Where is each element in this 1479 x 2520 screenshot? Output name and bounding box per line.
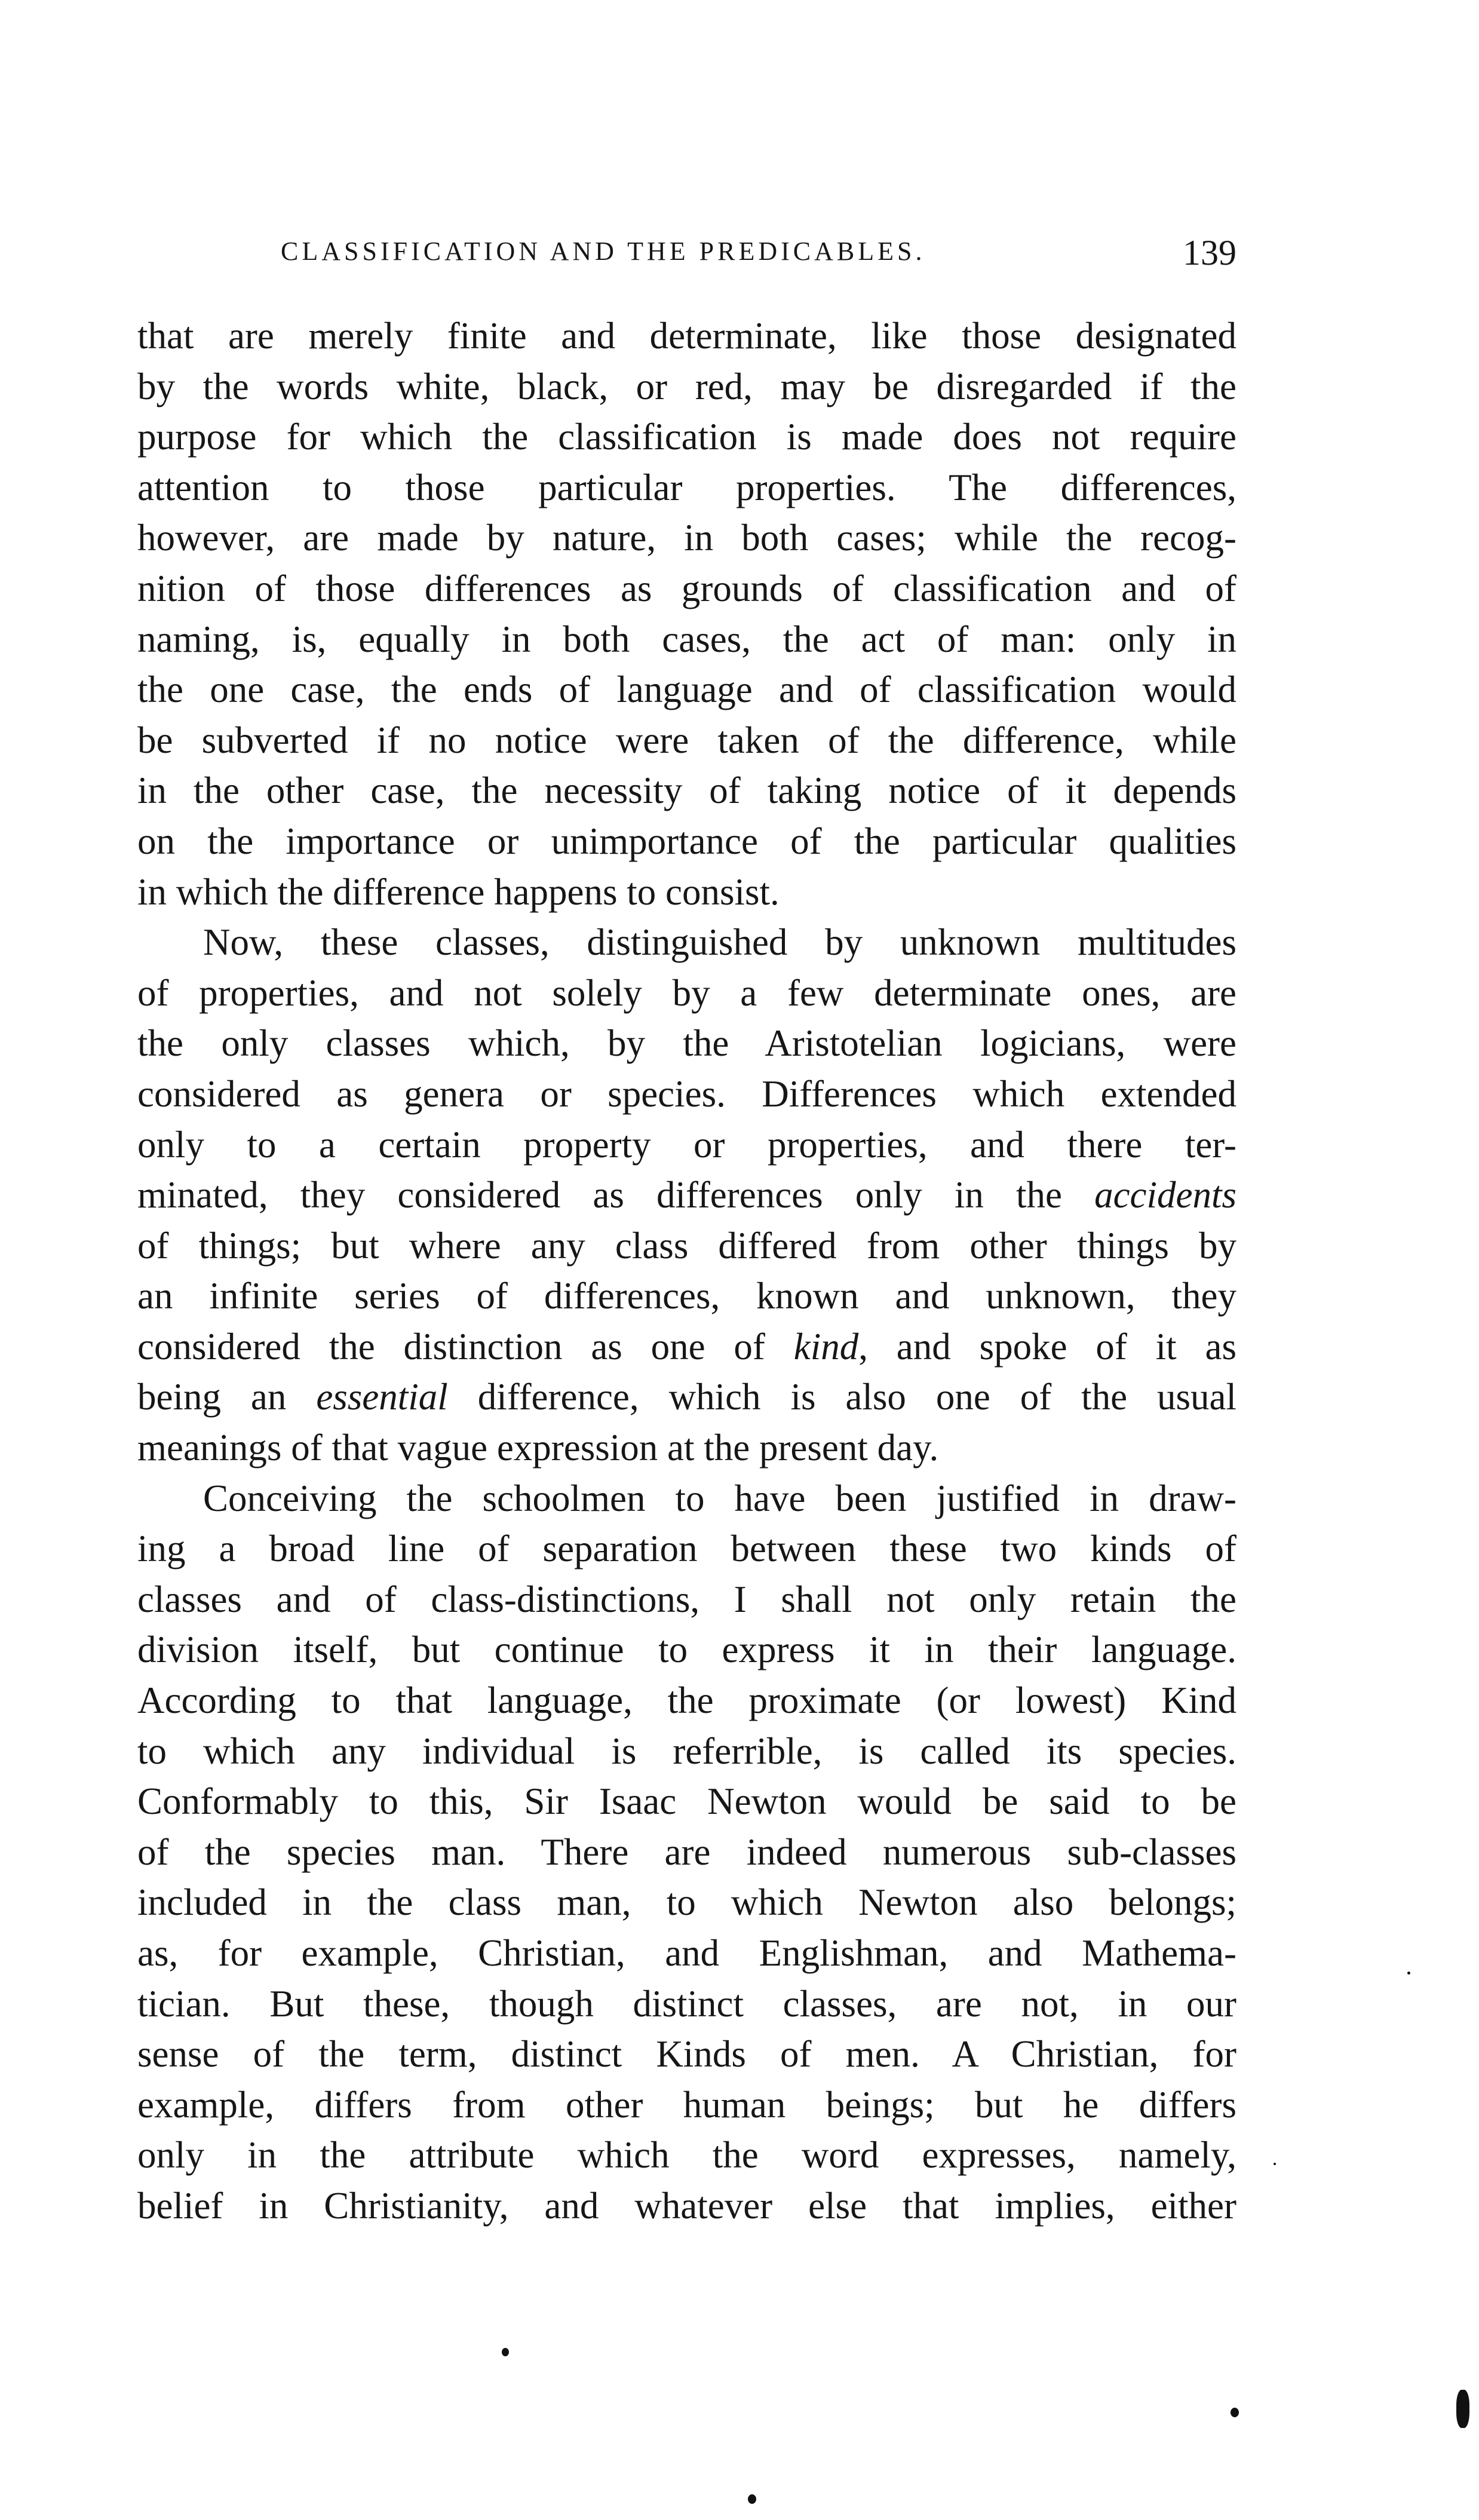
text-line: by the words white, black, or red, may be disregarded if the bbox=[137, 365, 1236, 407]
text-line: of things; but where any class differed from other things by bbox=[137, 1224, 1236, 1267]
running-head: CLASSIFICATION AND THE PREDICABLES. bbox=[281, 237, 926, 266]
text-line: tician. But these, though distinct classes, are not, in our bbox=[137, 1982, 1236, 2025]
text-line: purpose for which the classification is made does not require bbox=[137, 416, 1236, 458]
scan-speck bbox=[1456, 2390, 1469, 2428]
text-line: example, differs from other human beings; but he differs bbox=[137, 2083, 1236, 2126]
text-line: to which any individual is referrible, is called its species. bbox=[137, 1730, 1236, 1772]
text-line: According to that language, the proximate (or lowest) Kind bbox=[137, 1679, 1236, 1722]
text-line-mixed bbox=[137, 1170, 1236, 1221]
scan-speck bbox=[502, 2348, 509, 2356]
body-text bbox=[137, 311, 1236, 2231]
text-line: considered as genera or species. Differences which extended bbox=[137, 1072, 1236, 1115]
text-line: an infinite series of differences, known and unknown, they bbox=[137, 1275, 1236, 1317]
scan-speck bbox=[1274, 2163, 1276, 2165]
scan-speck bbox=[1231, 2408, 1239, 2417]
text-line: Conformably to this, Sir Isaac Newton would be said to be bbox=[137, 1780, 1236, 1823]
text-line: be subverted if no notice were taken of the difference, while bbox=[137, 719, 1236, 761]
text-line: division itself, but continue to express it in their language. bbox=[137, 1629, 1236, 1671]
text-line: Conceiving the schoolmen to have been justified in draw- bbox=[203, 1477, 1236, 1519]
text-line: however, are made by nature, in both cases; while the recog- bbox=[137, 517, 1236, 559]
text-line: meanings of that vague expression at the present day. bbox=[137, 1427, 939, 1469]
text-line: belief in Christianity, and whatever else that implies, either bbox=[137, 2184, 1236, 2227]
text-segment: , and spoke of it as bbox=[858, 1325, 1236, 1368]
text-segment: difference, which is also one of the usual bbox=[477, 1376, 1237, 1418]
text-line-mixed bbox=[137, 1322, 1236, 1372]
text-segment: considered the distinction as one of bbox=[137, 1325, 765, 1368]
text-line: only in the attribute which the word expresses, namely, bbox=[137, 2134, 1236, 2176]
text-line: only to a certain property or properties, and there ter- bbox=[137, 1123, 1236, 1166]
text-line: the one case, the ends of language and of classification would bbox=[137, 669, 1236, 711]
text-line: of the species man. There are indeed numerous sub-classes bbox=[137, 1831, 1236, 1873]
italic-term-kind: kind bbox=[793, 1325, 859, 1368]
text-line: classes and of class-distinctions, I shall not only retain the bbox=[137, 1578, 1236, 1620]
italic-term-accidents: accidents bbox=[1094, 1174, 1237, 1216]
text-segment: minated, they considered as differences only in the bbox=[137, 1174, 1062, 1216]
scan-speck bbox=[748, 2494, 756, 2504]
text-line: attention to those particular properties. The differences, bbox=[137, 466, 1236, 508]
text-line: Now, these classes, distinguished by unknown multitudes bbox=[203, 921, 1236, 964]
text-line: of properties, and not solely by a few determinate ones, are bbox=[137, 971, 1236, 1014]
text-line: naming, is, equally in both cases, the act of man: only in bbox=[137, 618, 1236, 660]
text-line: included in the class man, to which Newton also belongs; bbox=[137, 1881, 1236, 1924]
text-line: the only classes which, by the Aristotelian logicians, were bbox=[137, 1022, 1236, 1065]
italic-term-essential: essential bbox=[316, 1376, 448, 1418]
page-header bbox=[137, 233, 1236, 284]
text-line: in the other case, the necessity of taking notice of it depends bbox=[137, 770, 1236, 812]
text-line: on the importance or unimportance of the particular qualities bbox=[137, 820, 1236, 862]
text-line: as, for example, Christian, and Englishman, and Mathema- bbox=[137, 1932, 1236, 1974]
text-line: ing a broad line of separation between these two kinds of bbox=[137, 1528, 1236, 1570]
text-line: in which the difference happens to consist. bbox=[137, 870, 780, 913]
text-line: that are merely finite and determinate, like those designated bbox=[137, 315, 1236, 357]
text-segment: being an bbox=[137, 1376, 287, 1418]
text-line-mixed bbox=[137, 1372, 1236, 1423]
text-line: nition of those differences as grounds of classification and of bbox=[137, 567, 1236, 609]
scan-speck bbox=[1407, 1972, 1410, 1975]
page-number: 139 bbox=[1183, 233, 1236, 272]
text-line: sense of the term, distinct Kinds of men. A Christian, for bbox=[137, 2033, 1236, 2076]
